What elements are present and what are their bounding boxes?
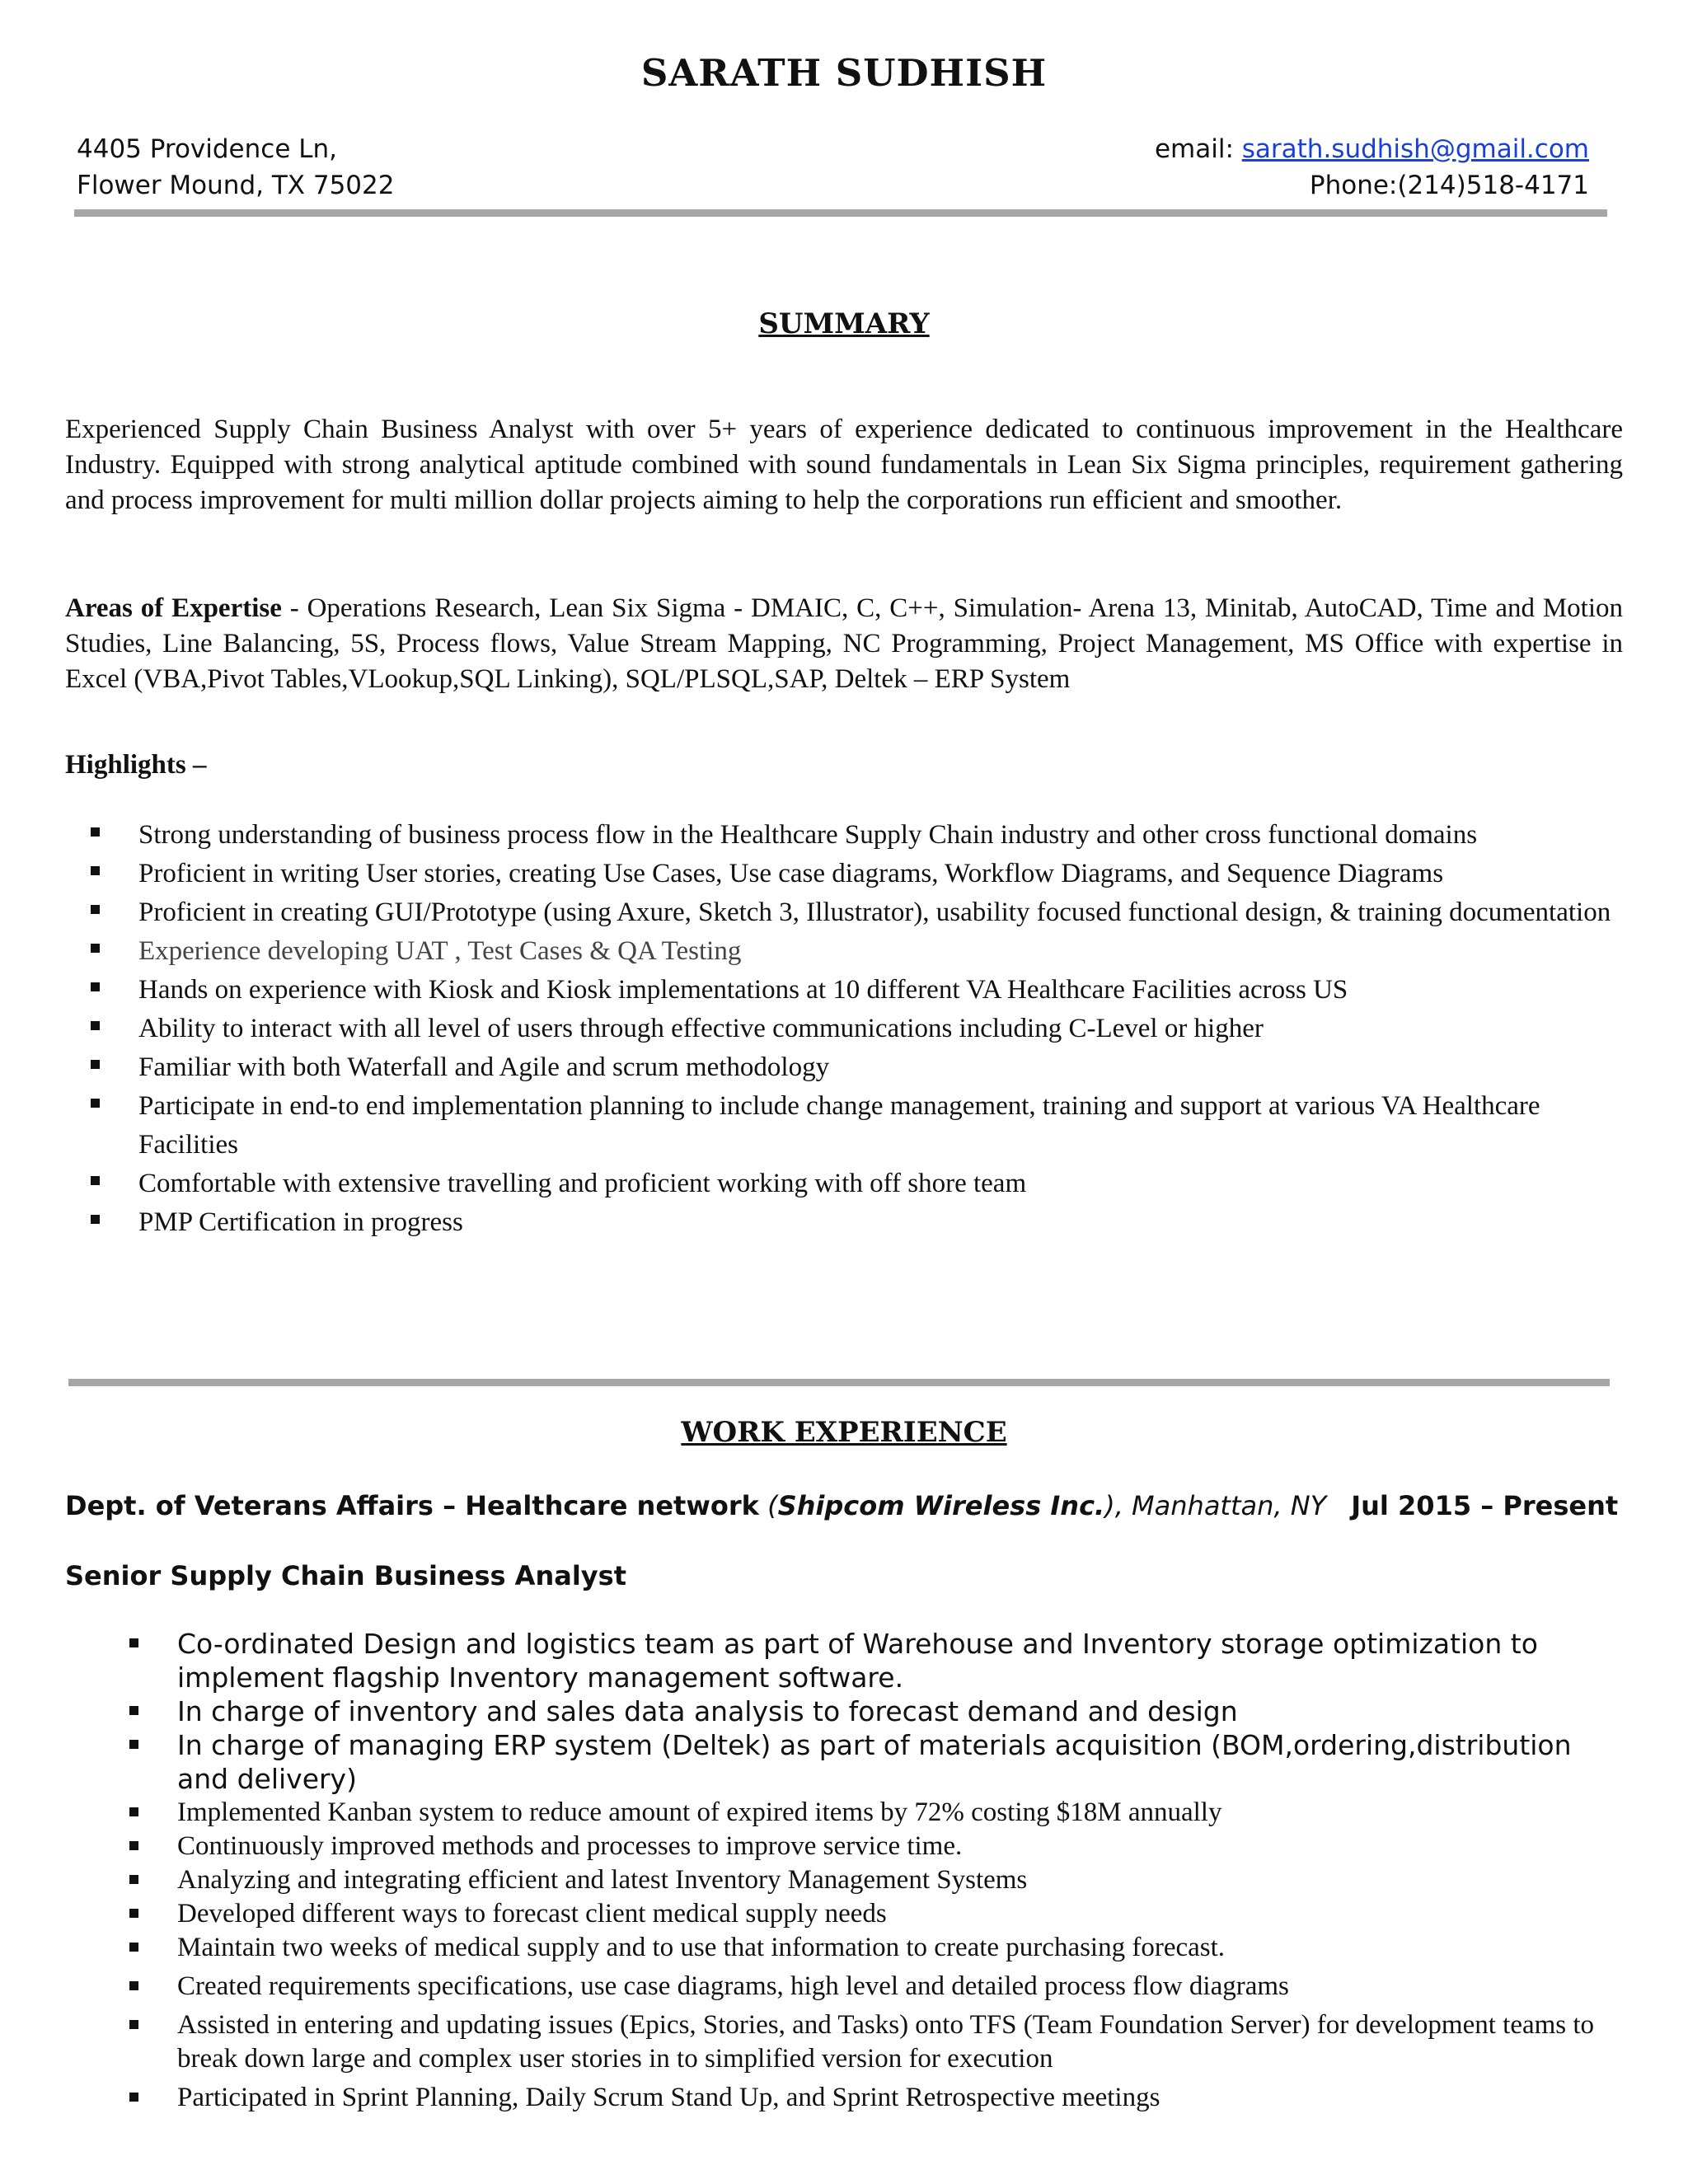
square-bullet-icon bbox=[129, 1875, 138, 1884]
square-bullet-icon bbox=[91, 905, 100, 914]
job-header: Dept. of Veterans Affairs – Healthcare network (Shipcom Wireless Inc.), Manhattan, NY Jul 2015 – Present bbox=[65, 1490, 1619, 1521]
square-bullet-icon bbox=[91, 1021, 100, 1030]
expertise-label: Areas of Expertise bbox=[65, 593, 282, 623]
header-divider bbox=[74, 209, 1607, 217]
list-item: In charge of inventory and sales data analysis to forecast demand and design bbox=[129, 1694, 1621, 1728]
square-bullet-icon bbox=[91, 982, 100, 991]
square-bullet-icon bbox=[91, 1060, 100, 1069]
list-item: Experience developing UAT , Test Cases & QA Testing bbox=[91, 932, 1624, 971]
address-line-1: 4405 Providence Ln, bbox=[77, 134, 338, 164]
list-item: PMP Certification in progress bbox=[91, 1203, 1624, 1242]
square-bullet-icon bbox=[91, 1215, 100, 1224]
work-bullets-list bbox=[129, 1627, 1621, 2115]
highlights-heading: Highlights – bbox=[65, 750, 207, 780]
square-bullet-icon bbox=[129, 1807, 138, 1816]
list-item: Comfortable with extensive travelling and proficient working with off shore team bbox=[91, 1165, 1624, 1203]
employer-name: Dept. of Veterans Affairs – Healthcare network bbox=[65, 1490, 759, 1521]
email-line bbox=[1155, 134, 1589, 164]
square-bullet-icon bbox=[129, 1740, 138, 1749]
square-bullet-icon bbox=[129, 2020, 138, 2029]
email-label: email: bbox=[1154, 134, 1242, 164]
phone-label: Phone: bbox=[1309, 171, 1398, 200]
section-divider bbox=[68, 1379, 1610, 1386]
square-bullet-icon bbox=[129, 1638, 138, 1647]
list-item: Strong understanding of business process flow in the Healthcare Supply Chain industry and other cross functional domains bbox=[91, 816, 1624, 855]
email-link[interactable]: sarath.sudhish@gmail.com bbox=[1241, 134, 1589, 164]
list-item: Created requirements specifications, use case diagrams, high level and detailed process flow diagrams bbox=[129, 1970, 1621, 2004]
square-bullet-icon bbox=[129, 1943, 138, 1952]
candidate-name: SARATH SUDHISH bbox=[640, 51, 1048, 95]
square-bullet-icon bbox=[91, 1176, 100, 1185]
square-bullet-icon bbox=[129, 1909, 138, 1918]
square-bullet-icon bbox=[129, 1841, 138, 1850]
list-item: Participated in Sprint Planning, Daily Scrum Stand Up, and Sprint Retrospective meetings bbox=[129, 2081, 1621, 2115]
highlights-list bbox=[91, 816, 1624, 1242]
list-item: Developed different ways to forecast client medical supply needs bbox=[129, 1897, 1621, 1931]
address-line-2: Flower Mound, TX 75022 bbox=[77, 171, 395, 200]
job-title: Senior Supply Chain Business Analyst bbox=[65, 1560, 626, 1591]
list-item: Co-ordinated Design and logistics team as part of Warehouse and Inventory storage optimization to implement flagship Inventory management software. bbox=[129, 1627, 1621, 1694]
list-item: Hands on experience with Kiosk and Kiosk implementations at 10 different VA Healthcare Facilities across US bbox=[91, 971, 1624, 1010]
square-bullet-icon bbox=[91, 944, 100, 953]
list-item: Assisted in entering and updating issues (Epics, Stories, and Tasks) onto TFS (Team Foundation Server) for development teams to break down large and complex user stories in to simplified version for execution bbox=[129, 2008, 1621, 2076]
job-dates: Jul 2015 – Present bbox=[1351, 1490, 1619, 1521]
square-bullet-icon bbox=[129, 1706, 138, 1715]
square-bullet-icon bbox=[129, 1981, 138, 1990]
phone-line bbox=[1310, 171, 1589, 200]
square-bullet-icon bbox=[129, 2093, 138, 2102]
summary-heading: SUMMARY bbox=[758, 307, 930, 340]
contractor-name: Shipcom Wireless Inc. bbox=[777, 1490, 1105, 1521]
list-item: Participate in end-to end implementation planning to include change management, training and support at various VA Healthcare Facilities bbox=[91, 1087, 1624, 1165]
list-item: Continuously improved methods and processes to improve service time. bbox=[129, 1830, 1621, 1863]
work-experience-heading: WORK EXPERIENCE bbox=[681, 1416, 1007, 1449]
phone-number: (214)518-4171 bbox=[1397, 171, 1589, 200]
list-item: Proficient in writing User stories, creating Use Cases, Use case diagrams, Workflow Diagrams, and Sequence Diagrams bbox=[91, 855, 1624, 893]
expertise-paragraph bbox=[65, 591, 1623, 697]
square-bullet-icon bbox=[91, 866, 100, 875]
square-bullet-icon bbox=[91, 827, 100, 837]
list-item: Maintain two weeks of medical supply and to use that information to create purchasing forecast. bbox=[129, 1931, 1621, 1965]
square-bullet-icon bbox=[91, 1099, 100, 1108]
job-location: Manhattan, NY bbox=[1123, 1490, 1327, 1521]
expertise-text: - Operations Research, Lean Six Sigma - DMAIC, C, C++, Simulation- Arena 13, Minitab, AutoCAD, Time and Motion Studies, Line Balancing, 5S, Process flows, Value Stream Mapping, NC Programming, Project Management, MS Office with expertise in Excel (VBA,Pivot Tables,VLookup,SQL Linking), SQL/PLSQL,SAP, Deltek – ERP System bbox=[65, 593, 1623, 694]
list-item: Implemented Kanban system to reduce amount of expired items by 72% costing $18M annually bbox=[129, 1796, 1621, 1830]
list-item: Familiar with both Waterfall and Agile and scrum methodology bbox=[91, 1048, 1624, 1087]
list-item: In charge of managing ERP system (Deltek) as part of materials acquisition (BOM,ordering,distribution and delivery) bbox=[129, 1728, 1621, 1796]
list-item: Analyzing and integrating efficient and latest Inventory Management Systems bbox=[129, 1863, 1621, 1897]
list-item: Proficient in creating GUI/Prototype (using Axure, Sketch 3, Illustrator), usability focused functional design, & training documentation bbox=[91, 893, 1624, 932]
summary-paragraph: Experienced Supply Chain Business Analyst with over 5+ years of experience dedicated to continuous improvement in the Healthcare Industry. Equipped with strong analytical aptitude combined with sound fundamentals in Lean Six Sigma principles, requirement gathering and process improvement for multi million dollar projects aiming to help the corporations run efficient and smoother. bbox=[65, 415, 1623, 515]
list-item: Ability to interact with all level of users through effective communications including C-Level or higher bbox=[91, 1010, 1624, 1048]
